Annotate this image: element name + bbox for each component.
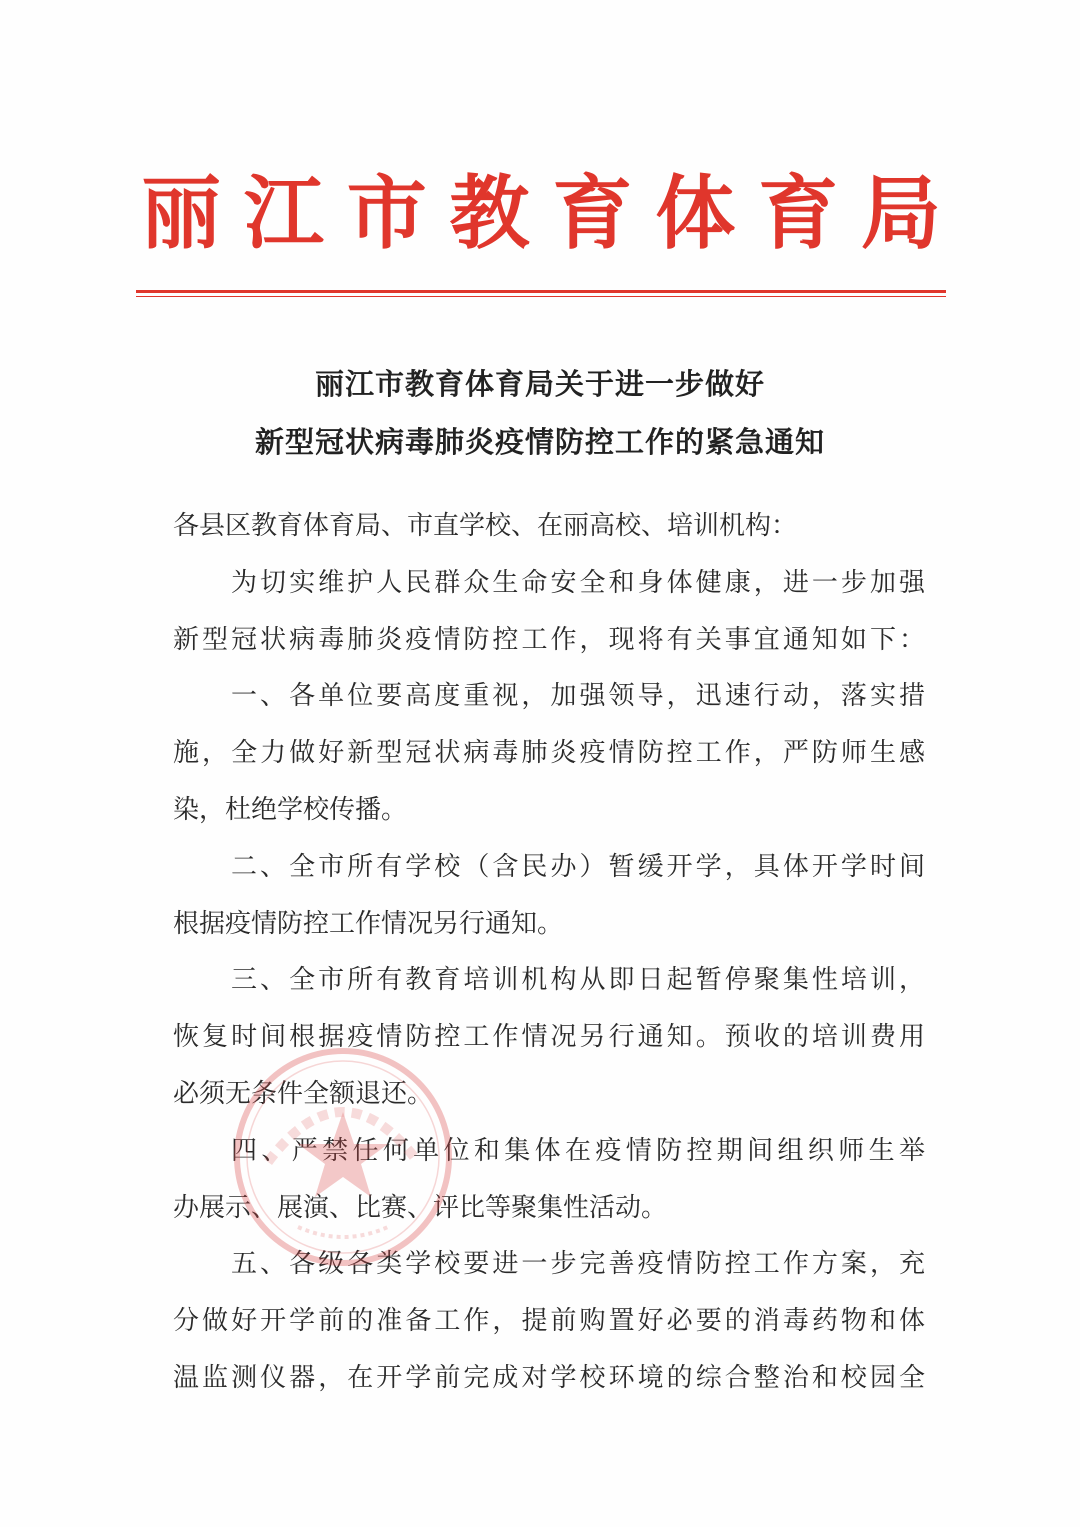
body-line: 一、各单位要高度重视，加强领导，迅速行动，落实措 [231, 681, 925, 712]
letterhead-char: 教 [449, 166, 530, 260]
letterhead-rule-thin [136, 296, 946, 297]
body-line: 四、严禁任何单位和集体在疫情防控期间组织师生举 [231, 1135, 925, 1166]
letterhead-title [136, 168, 946, 258]
letterhead-char: 市 [346, 166, 427, 260]
letterhead-char: 江 [243, 166, 324, 260]
document-title-line-2: 新型冠状病毒肺炎疫情防控工作的紧急通知 [254, 425, 825, 459]
body-line: 恢复时间根据疫情防控工作情况另行通知。预收的培训费用 [173, 1022, 925, 1053]
letterhead-char: 育 [552, 166, 633, 260]
body-line: 五、各级各类学校要进一步完善疫情防控工作方案，充 [231, 1249, 925, 1280]
salutation-line: 各县区教育体育局、市直学校、在丽高校、培训机构： [173, 511, 798, 541]
document-body [173, 498, 925, 1407]
body-line: 二、全市所有学校（含民办）暂缓开学，具体开学时间 [231, 851, 925, 882]
body-line: 染，杜绝学校传播。 [173, 794, 408, 825]
letterhead-char: 丽 [141, 166, 221, 260]
body-line: 办展示、展演、比赛、评比等聚集性活动。 [173, 1192, 668, 1223]
body-line: 必须无条件全额退还。 [173, 1078, 434, 1109]
body-line: 新型冠状病毒肺炎疫情防控工作，现将有关事宜通知如下： [173, 624, 925, 655]
body-line: 根据疫情防控工作情况另行通知。 [173, 908, 564, 939]
letterhead-rule-thick [136, 290, 946, 293]
body-line: 三、全市所有教育培训机构从即日起暂停聚集性培训， [231, 965, 925, 996]
letterhead-char: 育 [758, 166, 839, 260]
body-line: 温监测仪器，在开学前完成对学校环境的综合整治和校园全 [173, 1362, 925, 1393]
document-title-line-1: 丽江市教育体育局关于进一步做好 [314, 367, 765, 401]
body-line: 分做好开学前的准备工作，提前购置好必要的消毒药物和体 [173, 1306, 925, 1337]
letterhead-char: 体 [655, 166, 736, 260]
body-line: 为切实维护人民群众生命安全和身体健康，进一步加强 [231, 567, 925, 598]
letterhead-char: 局 [860, 166, 941, 260]
body-line: 施，全力做好新型冠状病毒肺炎疫情防控工作，严防师生感 [173, 738, 925, 769]
